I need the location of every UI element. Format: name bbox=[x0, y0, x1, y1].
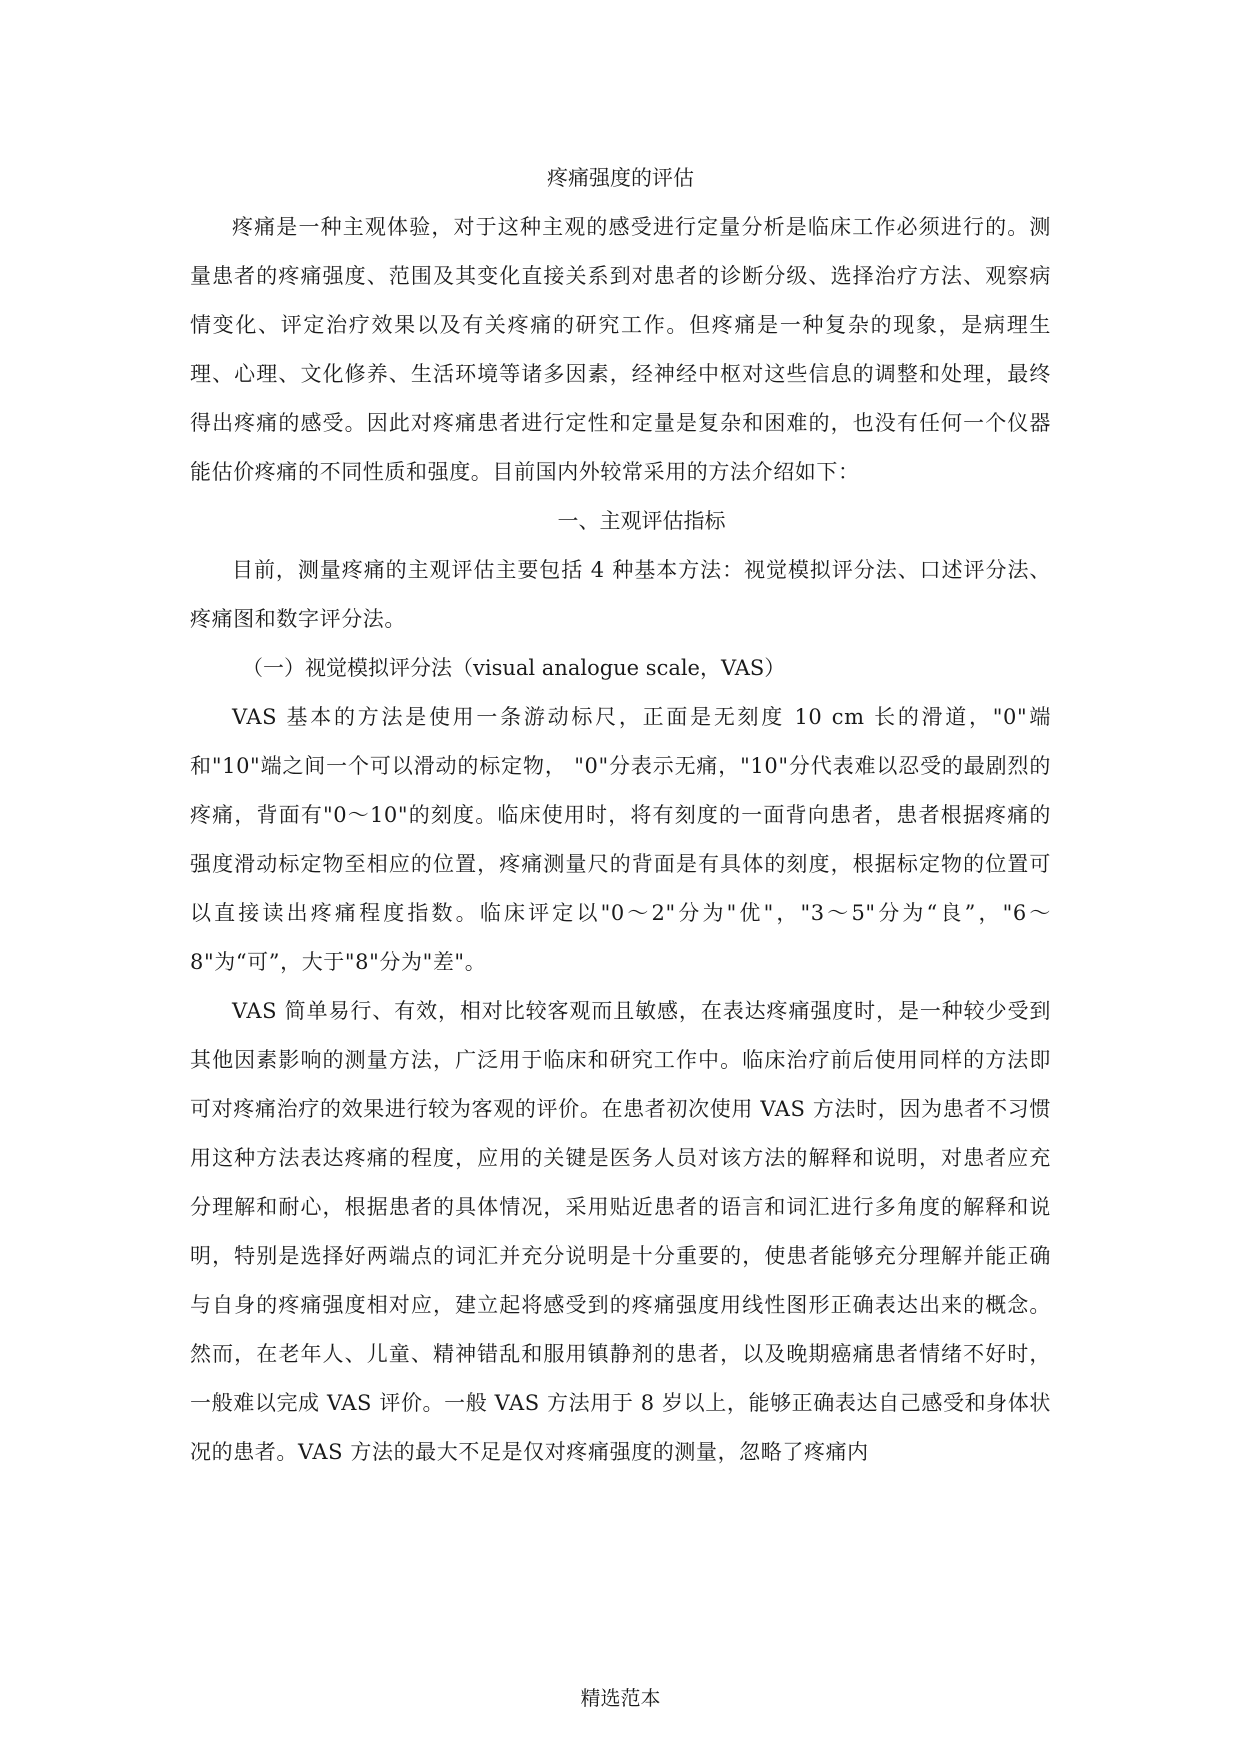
page-footer: 精选范本 bbox=[580, 1686, 661, 1710]
subsection-heading: （一）视觉模拟评分法（visual analogue scale，VAS） bbox=[242, 656, 786, 680]
vas-paragraph-2: VAS 简单易行、有效，相对比较客观而且敏感，在表达疼痛强度时，是一种较少受到其他因素影响的测量方法，广泛用于临床和研究工作中。临床治疗前后使用同样的方法即可对疼痛治疗的效果进行较为客观的评价。在患者初次使用 VAS 方法时，因为患者不习惯用这种方法表达疼痛的程度，应用的关键是医务人员对该方法的解释和说明，对患者应充分理解和耐心，根据患者的具体情况，采用贴近患者的语言和词汇进行多角度的解释和说明，特别是选择好两端点的词汇并充分说明是十分重要的，使患者能够充分理解并能正确与自身的疼痛强度相对应，建立起将感受到的疼痛强度用线性图形正确表达出来的概念。然而，在老年人、儿童、精神错乱和服用镇静剂的患者，以及晚期癌痛患者情绪不好时，一般难以完成 VAS 评价。一般 VAS 方法用于 8 岁以上，能够正确表达自己感受和身体状况的患者。VAS 方法的最大不足是仅对疼痛强度的测量，忽略了疼痛内 bbox=[190, 999, 1051, 1464]
document-body bbox=[190, 154, 1051, 1477]
intro-paragraph: 疼痛是一种主观体验，对于这种主观的感受进行定量分析是临床工作必须进行的。测量患者的疼痛强度、范围及其变化直接关系到对患者的诊断分级、选择治疗方法、观察病情变化、评定治疗效果以及有关疼痛的研究工作。但疼痛是一种复杂的现象，是病理生理、心理、文化修养、生活环境等诸多因素，经神经中枢对这些信息的调整和处理，最终得出疼痛的感受。因此对疼痛患者进行定性和定量是复杂和困难的，也没有任何一个仪器能估价疼痛的不同性质和强度。目前国内外较常采用的方法介绍如下： bbox=[190, 215, 1051, 484]
section-heading: 一、主观评估指标 bbox=[557, 509, 726, 533]
section-paragraph: 目前，测量疼痛的主观评估主要包括 4 种基本方法：视觉模拟评分法、口述评分法、疼痛图和数字评分法。 bbox=[190, 558, 1051, 631]
document-title: 疼痛强度的评估 bbox=[547, 166, 694, 190]
vas-paragraph-1: VAS 基本的方法是使用一条游动标尺，正面是无刻度 10 cm 长的滑道，"0"端和"10"端之间一个可以滑动的标定物， "0"分表示无痛，"10"分代表难以忍受的最剧烈的疼痛，背面有"0～10"的刻度。临床使用时，将有刻度的一面背向患者，患者根据疼痛的强度滑动标定物至相应的位置，疼痛测量尺的背面是有具体的刻度，根据标定物的位置可以直接读出疼痛程度指数。临床评定以"0～2"分为"优"，"3～5"分为“良”，"6～8"为“可”，大于"8"分为"差"。 bbox=[190, 705, 1051, 974]
